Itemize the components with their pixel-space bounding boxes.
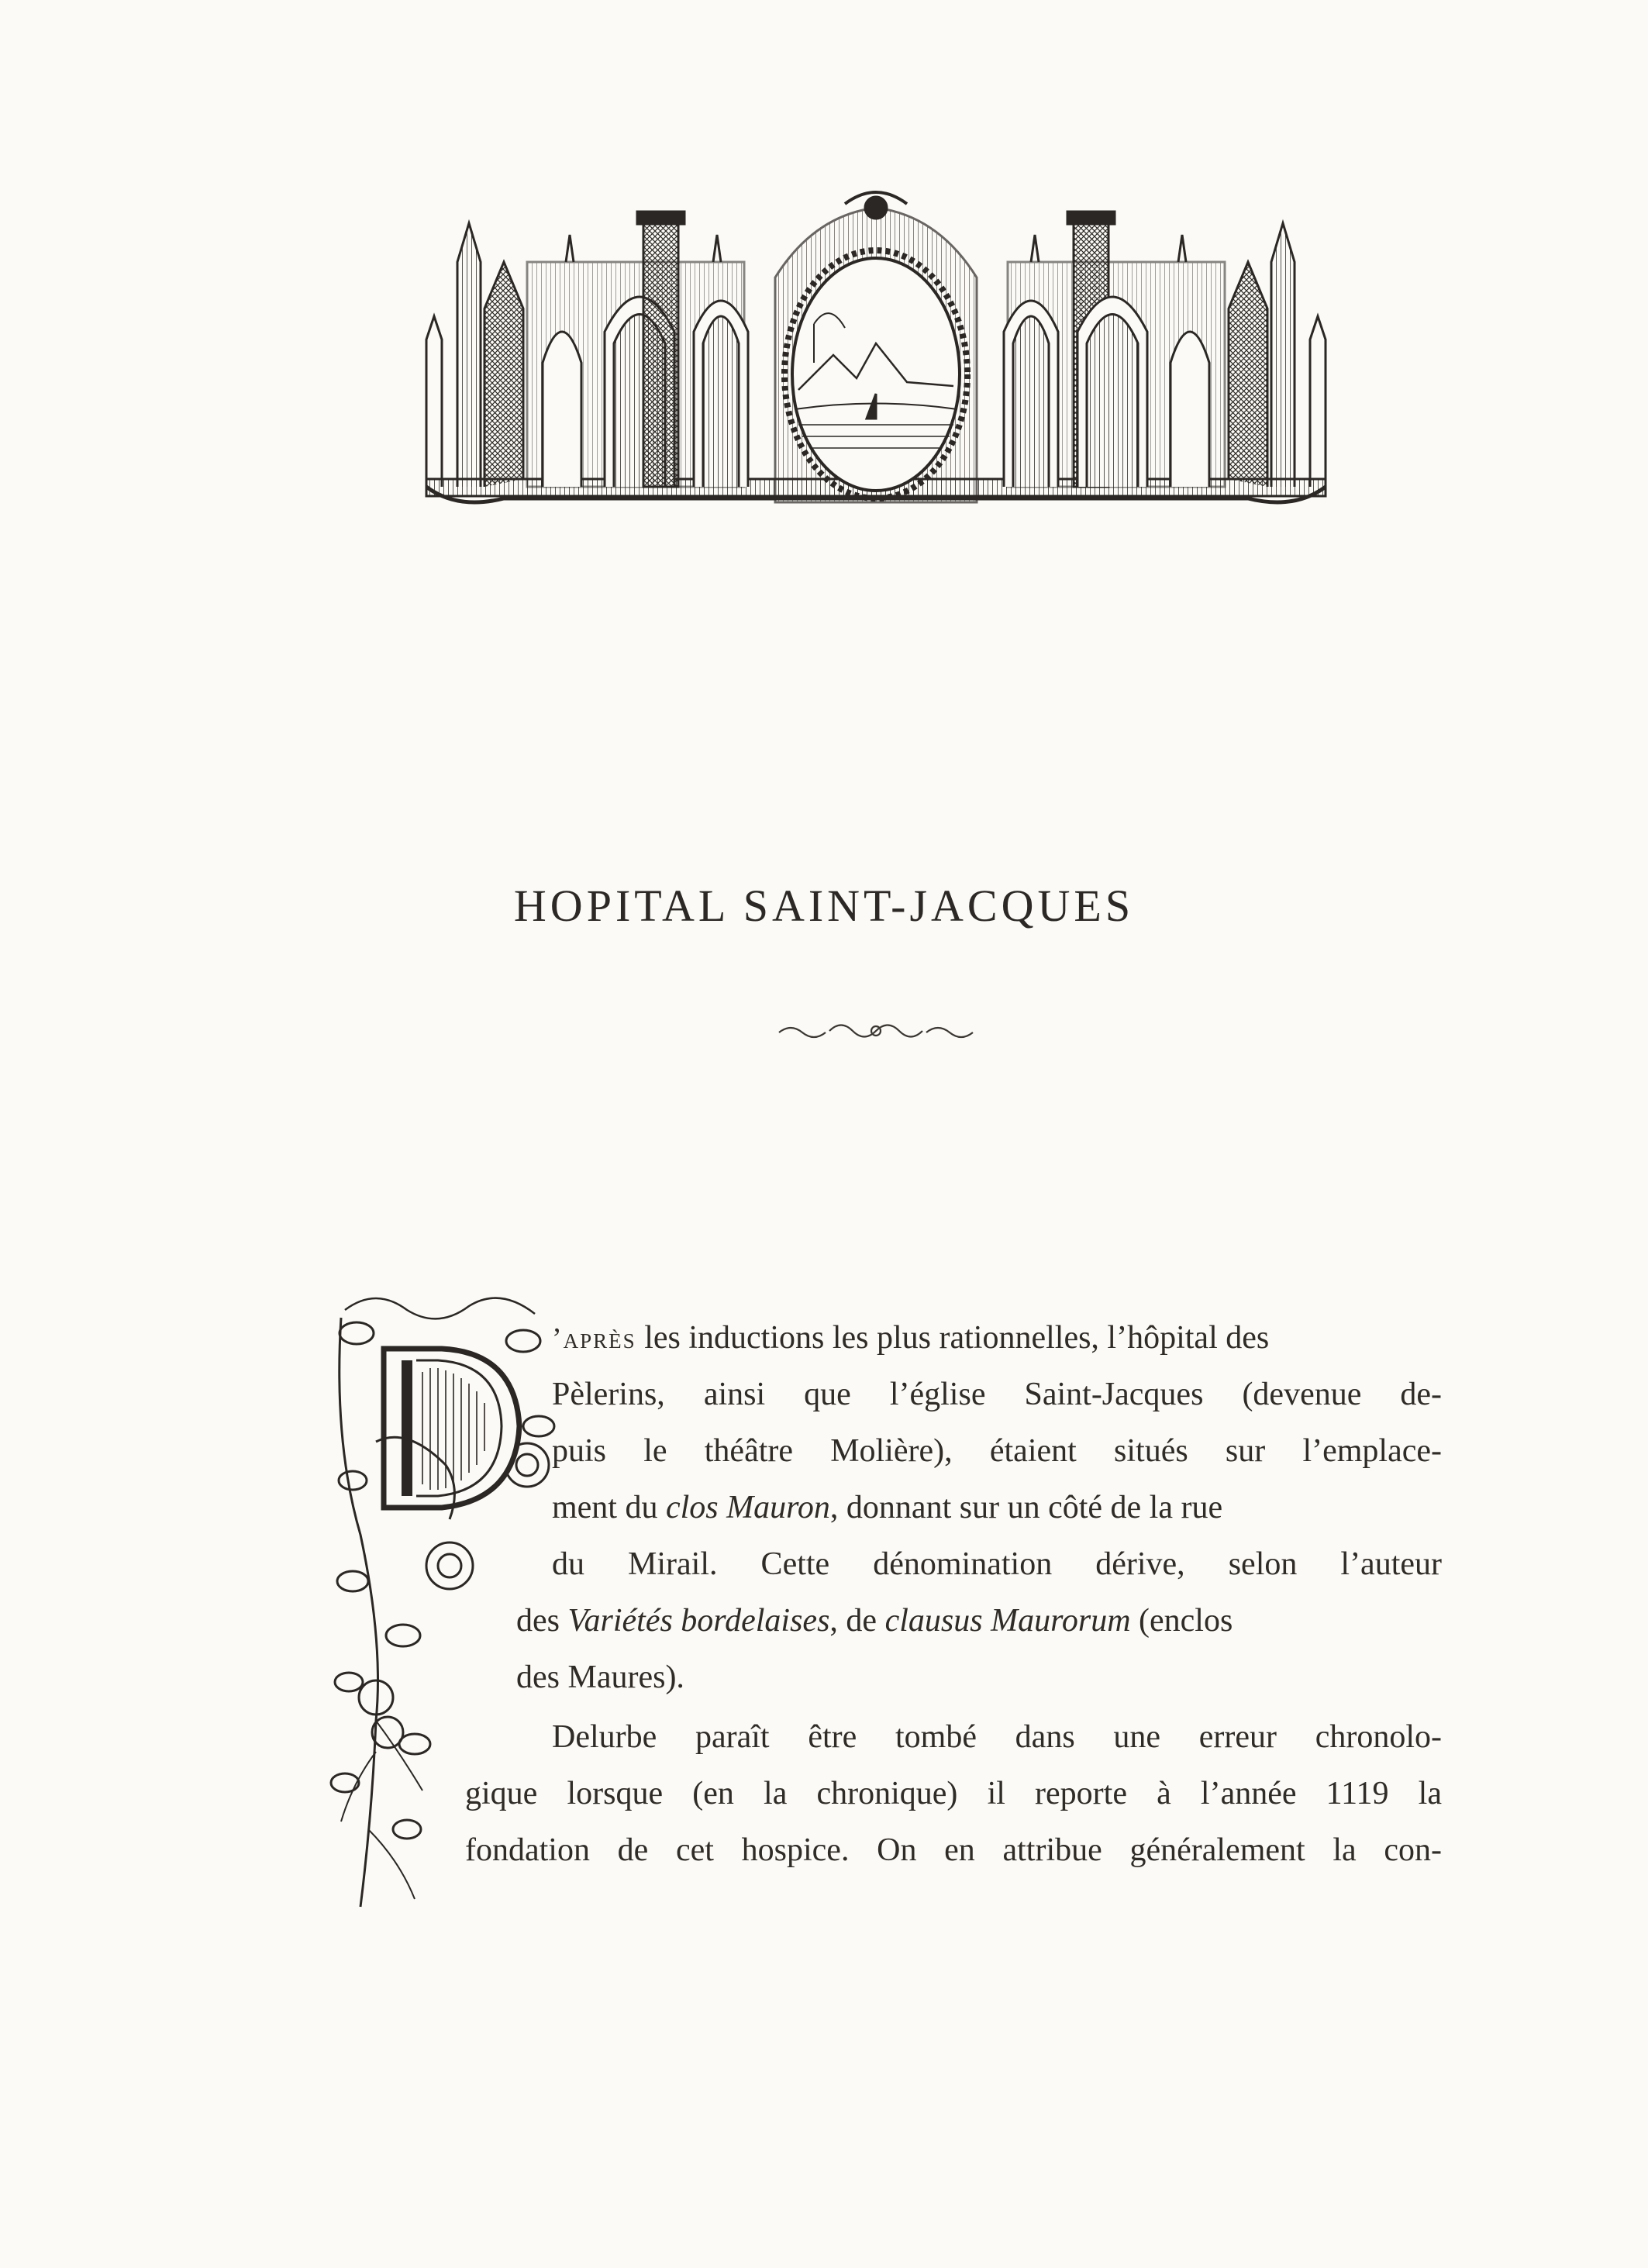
text-span: ment du [552,1490,666,1525]
text-span: les inductions les plus rationnelles, l’hôpital des [636,1320,1270,1356]
opening-smallcaps: ’après [552,1322,636,1355]
text-span: des [516,1603,568,1639]
text-line [552,1319,1442,1356]
text-line: fondation de cet hospice. On en attribue généralement la con- [465,1832,1442,1868]
italic-span: Variétés bordelaises [567,1603,830,1639]
text-line: Delurbe paraît être tombé dans une erreur chronolo- [552,1719,1442,1755]
gothic-arcade-headpiece [411,177,1341,541]
italic-span: clos Mauron [665,1490,830,1525]
page-title: HOPITAL SAINT-JACQUES [513,881,1135,931]
flourish-ornament [775,1015,977,1046]
text-line [552,1489,1442,1526]
text-span: , de [829,1603,885,1639]
text-line: Pèlerins, ainsi que l’église Saint-Jacques (devenue de- [552,1377,1442,1412]
text-line: gique lorsque (en la chronique) il reporte à l’année 1119 la [465,1776,1442,1811]
text-line: des Maures). [516,1660,684,1695]
text-span: (enclos [1130,1603,1233,1639]
text-line [516,1602,1442,1639]
text-line: puis le théâtre Molière), étaient situés sur l’emplace- [552,1433,1442,1469]
floral-dropcap-illustration [329,1287,566,1915]
text-line: du Mirail. Cette dénomination dérive, selon l’auteur [552,1546,1442,1582]
text-span: , donnant sur un côté de la rue [829,1490,1223,1525]
italic-span: clausus Maurorum [884,1603,1131,1639]
